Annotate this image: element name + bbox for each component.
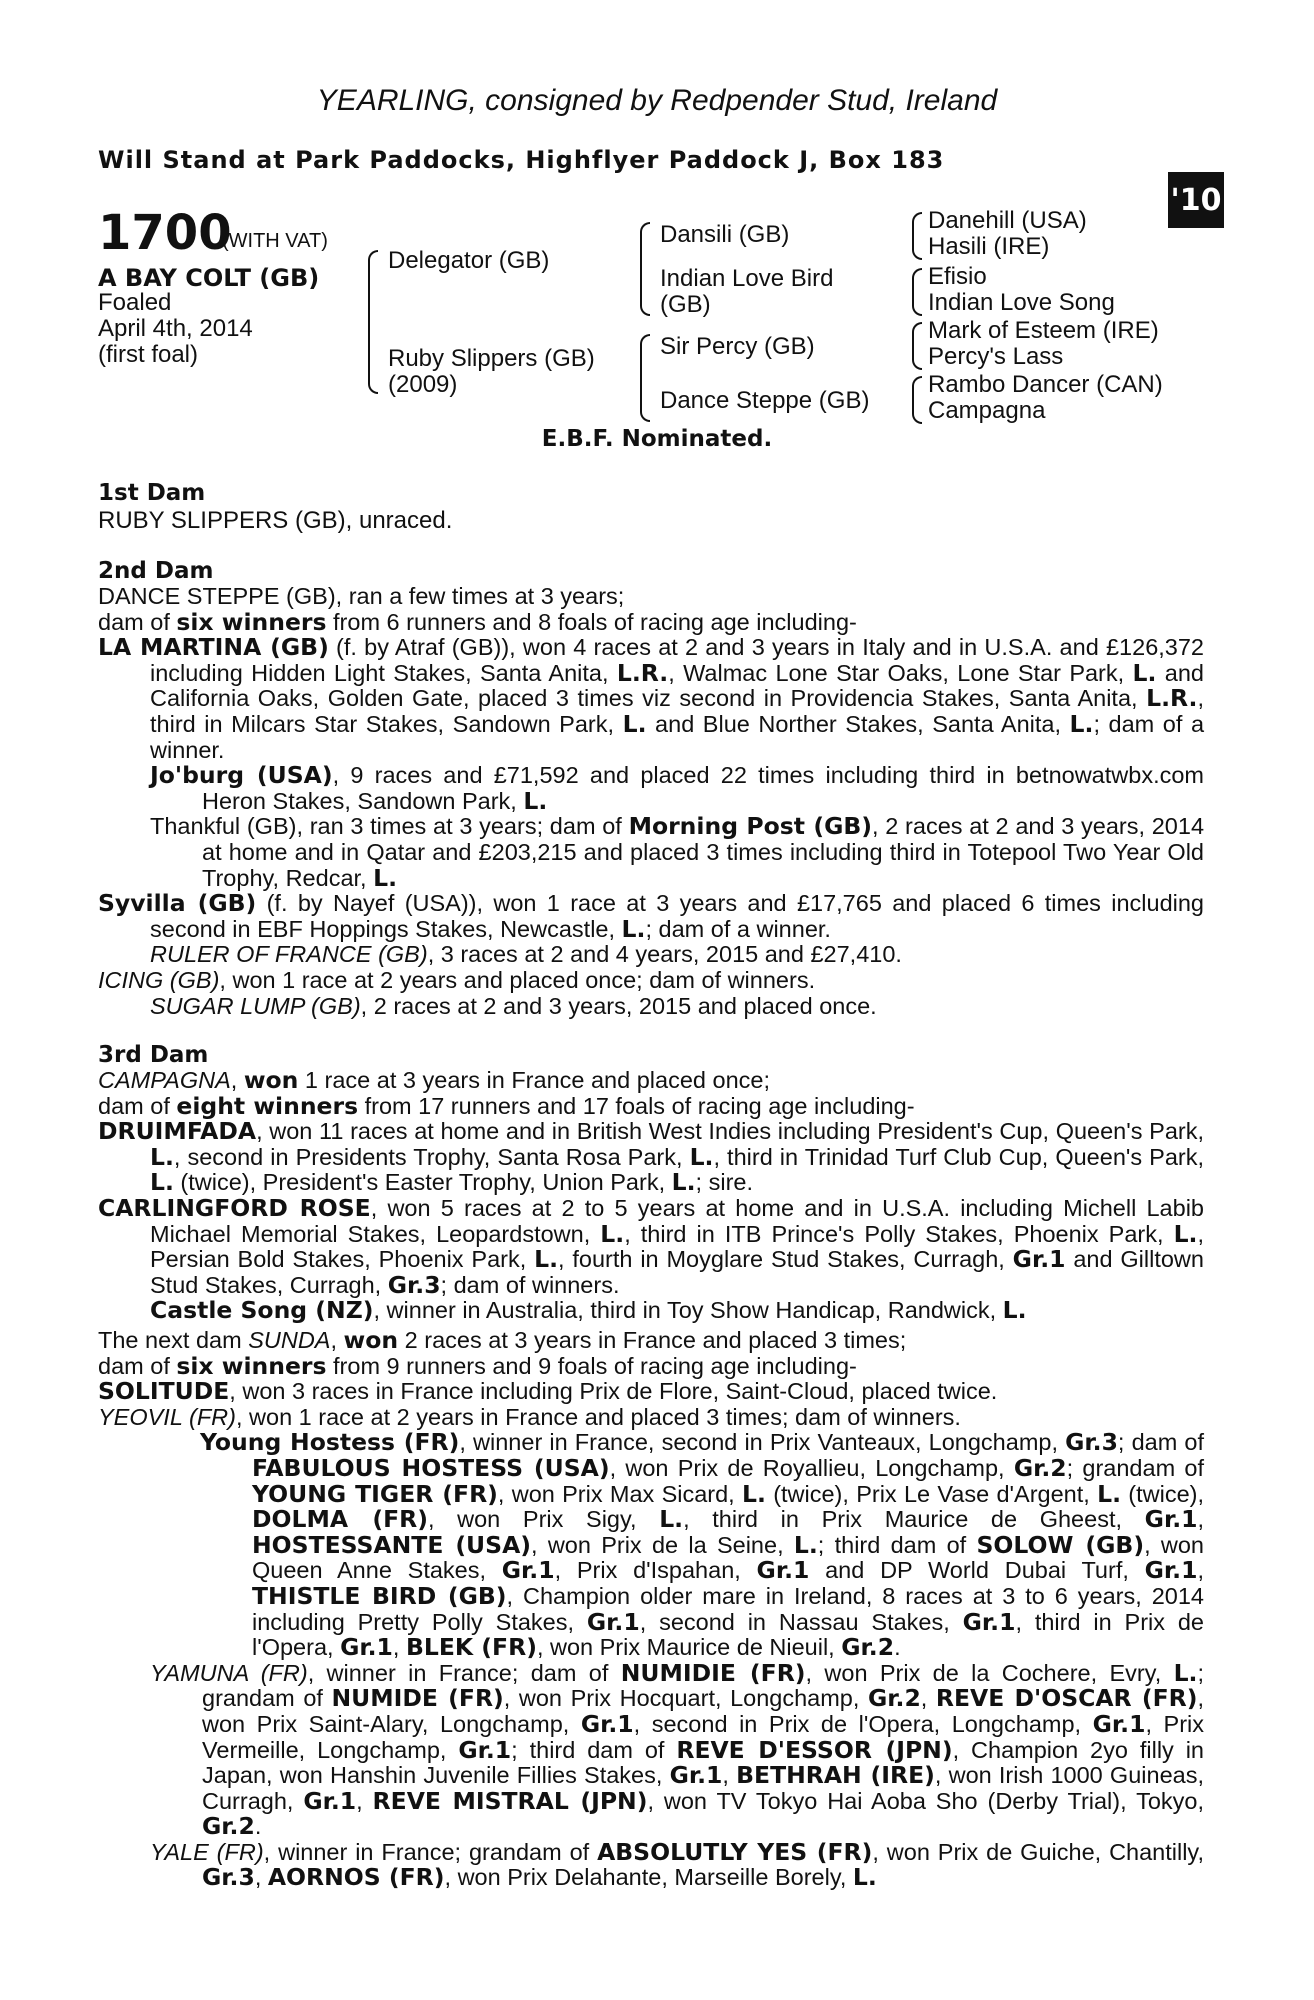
produce-icing: ICING (GB), won 1 race at 2 years and placed once; dam of winners. — [98, 966, 816, 993]
ebf-nomination: E.B.F. Nominated. — [541, 426, 773, 452]
second-dam-intro: DANCE STEPPE (GB), ran a few times at 3 years; dam of six winners from 6 runners and 8 foals of racing age including- — [98, 583, 857, 636]
produce-solitude: SOLITUDE, won 3 races in France including Prix de Flore, Saint-Cloud, placed twice. — [98, 1377, 998, 1406]
pedigree-dds: Rambo Dancer (CAN) — [928, 371, 1163, 398]
produce-sugar-lump: SUGAR LUMP (GB), 2 races at 2 and 3 years, 2015 and placed once. — [150, 992, 877, 1019]
brace-g1 — [912, 212, 922, 260]
lot-number: 1700 — [98, 205, 232, 261]
produce-yamuna: YAMUNA (FR), winner in France; dam of NUMIDIE (FR), won Prix de la Cochere, Evry, L.; grandam of NUMIDE (FR), won Prix Hocquart, Longchamp, Gr.2, REVE D'OSCAR (FR), won Prix Saint-Alary, Longchamp, Gr.1, second in Prix de l'Opera, Longchamp, Gr.1, Prix Vermeille, Longchamp, Gr.1; third dam of REVE D'ESSOR (JPN), Champion 2yo filly in Japan, won Hanshin Juvenile Fillies Stakes, Gr.1, BETHRAH (IRE), won Irish 1000 Guineas, Curragh, Gr.1, REVE MISTRAL (JPN), won TV Tokyo Hai Aoba Sho (Derby Trial), Tokyo, Gr.2. — [150, 1658, 1205, 1841]
produce-yeovil: YEOVIL (FR), won 1 race at 2 years in France and placed 3 times; dam of winners. — [98, 1403, 961, 1430]
pedigree-ssd: Hasili (IRE) — [928, 233, 1050, 260]
third-dam-heading: 3rd Dam — [98, 1042, 209, 1068]
pedigree-sss: Danehill (USA) — [928, 207, 1087, 234]
produce-la-martina: LA MARTINA (GB) (f. by Atraf (GB)), won 4 races at 2 and 3 years in Italy and in U.S.A. and £126,372 including Hidden Light Stakes, Santa Anita, L.R., Walmac Lone Star Oaks, Lone Star Park, L. and California Oaks, Golden Gate, placed 3 times viz second in Providencia Stakes, Santa Anita, L.R., third in Milcars Star Stakes, Sandown Park, L. and Blue Norther Stakes, Santa Anita, L.; dam of a winner. — [98, 633, 1205, 763]
pedigree-sire: Delegator (GB) — [388, 247, 550, 274]
pedigree-sire-dam-line1: Indian Love Bird — [660, 265, 834, 292]
pedigree-dsd: Percy's Lass — [928, 343, 1064, 370]
brace-g2 — [912, 268, 922, 316]
foaled-label: Foaled — [98, 289, 172, 316]
lot-name: A BAY COLT (GB) — [98, 264, 320, 292]
pedigree-sire-sire: Dansili (GB) — [660, 221, 790, 248]
third-dam-intro: CAMPAGNA, won 1 race at 3 years in France and placed once; dam of eight winners from 17 runners and 17 foals of racing age including- — [98, 1066, 915, 1120]
second-dam-body — [98, 584, 1204, 1019]
first-dam-heading: 1st Dam — [98, 480, 206, 506]
produce-carlingford-rose: CARLINGFORD ROSE, won 5 races at 2 to 5 years at home and in U.S.A. including Michell Labib Michael Memorial Stakes, Leopardstown, L., third in ITB Prince's Polly Stakes, Phoenix Park, L., Persian Bold Stakes, Phoenix Park, L., fourth in Moyglare Stud Stakes, Curragh, Gr.1 and Gilltown Stud Stakes, Curragh, Gr.3; dam of winners. — [98, 1193, 1204, 1299]
second-dam-heading: 2nd Dam — [98, 558, 214, 584]
produce-syvilla: Syvilla (GB) (f. by Nayef (USA)), won 1 race at 3 years and £17,765 and placed 6 times including second in EBF Hoppings Stakes, Newcastle, L.; dam of a winner. — [98, 889, 1205, 943]
produce-ruler-of-france: RULER OF FRANCE (GB), 3 races at 2 and 4 years, 2015 and £27,410. — [150, 941, 902, 968]
brace-g4 — [912, 376, 922, 424]
vat-note: (WITH VAT) — [222, 230, 328, 252]
pedigree-dam-dam: Dance Steppe (GB) — [660, 387, 870, 414]
produce-joburg: Jo'burg (USA), 9 races and £71,592 and placed 22 times including third in betnowatwbx.com Heron Stakes, Sandown Park, L. — [150, 761, 1204, 815]
produce-druimfada: DRUIMFADA, won 11 races at home and in British West Indies including President's Cup, Queen's Park, L., second in Presidents Trophy, Santa Rosa Park, L., third in Trinidad Turf Club Cup, Queen's Park, L. (twice), President's Easter Trophy, Union Park, L.; sire. — [98, 1117, 1205, 1197]
pedigree-dam-sire: Sir Percy (GB) — [660, 333, 815, 360]
produce-castle-song: Castle Song (NZ), winner in Australia, third in Toy Show Handicap, Randwick, L. — [150, 1296, 1027, 1325]
produce-young-hostess: Young Hostess (FR), winner in France, second in Prix Vanteaux, Longchamp, Gr.3; dam of FABULOUS HOSTESS (USA), won Prix de Royallieu, Longchamp, Gr.2; grandam of YOUNG TIGER (FR), won Prix Max Sicard, L. (twice), Prix Le Vase d'Argent, L. (twice), DOLMA (FR), won Prix Sigy, L., third in Prix Maurice de Gheest, Gr.1, HOSTESSANTE (USA), won Prix de la Seine, L.; third dam of SOLOW (GB), won Queen Anne Stakes, Gr.1, Prix d'Ispahan, Gr.1 and DP World Dubai Turf, Gr.1, THISTLE BIRD (GB), Champion older mare in Ireland, 8 races at 3 to 6 years, 2014 including Pretty Polly Stakes, Gr.1, second in Nassau Stakes, Gr.1, third in Prix de l'Opera, Gr.1, BLEK (FR), won Prix Maurice de Nieuil, Gr.2. — [200, 1428, 1205, 1662]
brace-dam-parents — [640, 334, 650, 422]
pedigree-dam-line2: (2009) — [388, 371, 458, 398]
third-dam-body — [98, 1068, 1204, 1324]
next-dam-intro: The next dam SUNDA, won 2 races at 3 years in France and placed 3 times; dam of six winners from 9 runners and 9 foals of racing age including- — [98, 1326, 907, 1380]
first-dam-text: RUBY SLIPPERS (GB), unraced. — [98, 507, 453, 534]
brace-sire-parents — [640, 222, 650, 316]
produce-thankful: Thankful (GB), ran 3 times at 3 years; dam of Morning Post (GB), 2 races at 2 and 3 years, 2014 at home and in Qatar and £203,215 and placed 3 times including third in Totepool Two Year Old Trophy, Redcar, L. — [150, 812, 1205, 892]
foal-note: (first foal) — [98, 341, 199, 368]
stand-location: Will Stand at Park Paddocks, Highflyer Paddock J, Box 183 — [98, 146, 945, 174]
brace-g3 — [912, 322, 922, 370]
pedigree-sds: Efisio — [928, 263, 987, 290]
consignor-line: YEARLING, consigned by Redpender Stud, Ireland — [316, 84, 998, 117]
pedigree-sdd: Indian Love Song — [928, 289, 1115, 316]
foaled-date: April 4th, 2014 — [98, 315, 253, 342]
pedigree-ddd: Campagna — [928, 397, 1046, 424]
pedigree-dam-line1: Ruby Slippers (GB) — [388, 345, 595, 372]
brace-sire-dam — [368, 250, 378, 394]
pedigree-sire-dam-line2: (GB) — [660, 291, 711, 318]
pedigree-dss: Mark of Esteem (IRE) — [928, 317, 1159, 344]
next-dam-body — [98, 1328, 1204, 1891]
catalogue-badge: '10 — [1168, 172, 1224, 228]
produce-yale: YALE (FR), winner in France; grandam of ABSOLUTLY YES (FR), won Prix de Guiche, Chantilly, Gr.3, AORNOS (FR), won Prix Delahante, Marseille Borely, L. — [150, 1837, 1204, 1892]
